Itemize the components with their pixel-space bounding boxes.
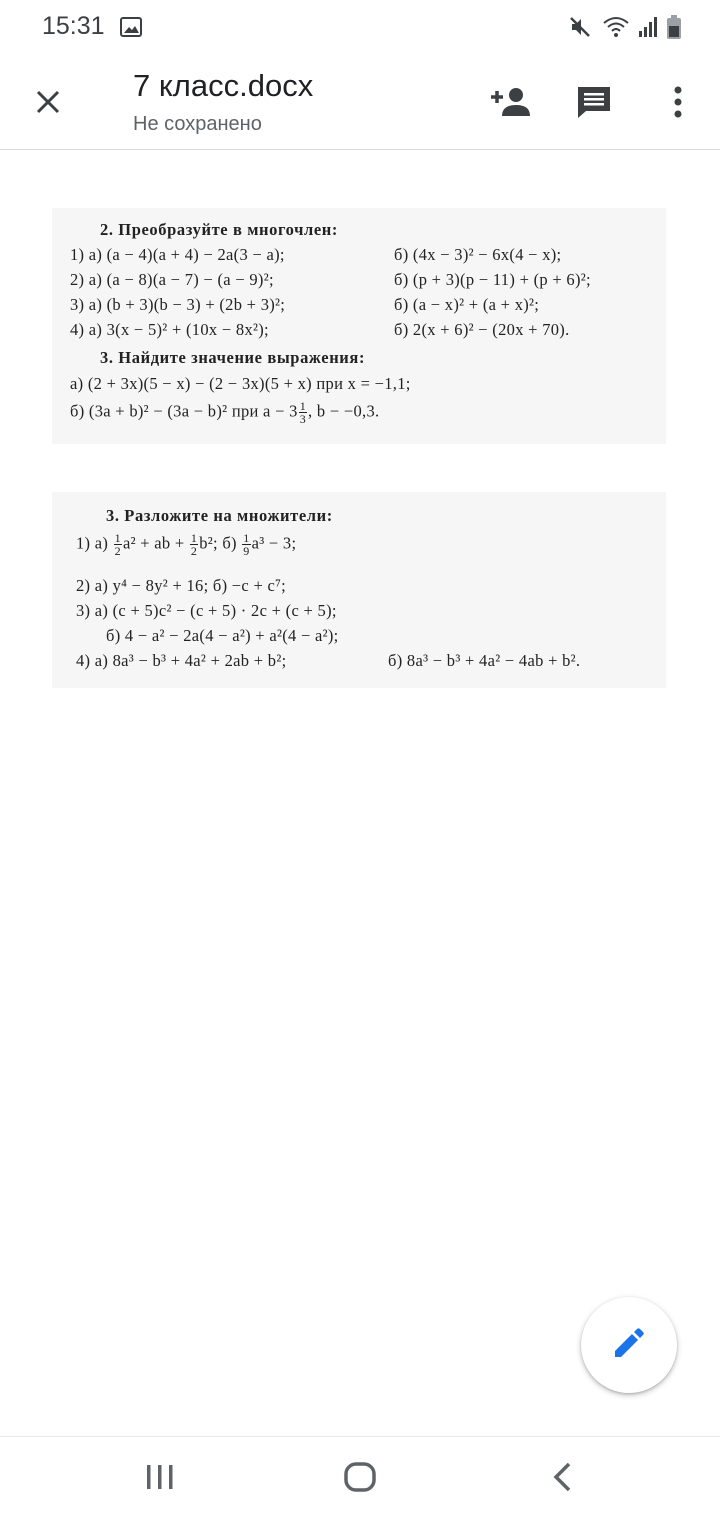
task2-row-2b: б) (p + 3)(p − 11) + (p + 6)²;: [394, 270, 591, 289]
task3-item-b: [70, 400, 379, 425]
signal-icon: [638, 15, 658, 44]
mute-icon: [568, 15, 594, 44]
factorize-row-4b: б) 8a³ − b³ + 4a² − 4ab + b².: [388, 651, 581, 670]
task3-item-b-prefix: б) (3a + b)² − (3a − b)² при a − 3: [70, 401, 298, 421]
fraction-numerator: 1: [190, 531, 198, 545]
status-time: 15:31: [42, 12, 105, 40]
factorize-heading: 3. Разложите на множители:: [106, 506, 333, 525]
fraction-denominator: 9: [243, 544, 250, 558]
task2-row-2a: 2) а) (a − 8)(a − 7) − (a − 9)²;: [70, 270, 274, 289]
task3-item-b-suffix: , b − −0,3.: [308, 401, 380, 421]
factorize-row-3b: б) 4 − a² − 2a(4 − a²) + a²(4 − a²);: [106, 626, 339, 645]
fraction-numerator: 1: [114, 531, 121, 545]
person-add-icon: [489, 87, 531, 122]
close-button[interactable]: [24, 80, 72, 128]
more-options-button[interactable]: [654, 80, 702, 128]
back-button[interactable]: [534, 1453, 590, 1505]
recent-apps-icon: [145, 1464, 175, 1495]
more-vert-icon: [673, 86, 683, 123]
comment-icon: [576, 85, 612, 124]
row1-tail: a³ − 3;: [251, 533, 297, 553]
task2-row-3a: 3) а) (b + 3)(b − 3) + (2b + 3)²;: [70, 295, 286, 314]
document-title: 7 класс.docx: [133, 68, 314, 103]
task3-item-a: а) (2 + 3x)(5 − x) − (2 − 3x)(5 + x) при x = −1,1;: [70, 374, 411, 393]
task2-row-1b: б) (4x − 3)² − 6x(4 − x);: [394, 245, 562, 264]
row1-prefix: 1) а): [76, 533, 109, 553]
task2-heading: 2. Преобразуйте в многочлен:: [100, 220, 338, 239]
scanned-image-task2-task3[interactable]: [52, 208, 666, 444]
home-button[interactable]: [332, 1453, 388, 1505]
factorize-row-1: [76, 532, 296, 557]
fraction-numerator: 1: [299, 399, 307, 413]
status-bar: [0, 0, 720, 56]
fraction: [242, 532, 250, 557]
factorize-row-2: 2) а) y⁴ − 8y² + 16; б) −c + c⁷;: [76, 576, 287, 595]
task3-heading: 3. Найдите значение выражения:: [100, 348, 366, 367]
recent-apps-button[interactable]: [132, 1453, 188, 1505]
document-canvas[interactable]: [0, 150, 720, 1436]
task2-row-4a: 4) а) 3(x − 5)² + (10x − 8x²);: [70, 320, 269, 339]
fraction-denominator: 3: [299, 412, 307, 426]
fraction: [190, 532, 198, 557]
factorize-row-3a: 3) а) (c + 5)c² − (c + 5) · 2c + (c + 5);: [76, 601, 337, 620]
fraction-denominator: 2: [190, 544, 198, 558]
pencil-icon: [612, 1326, 646, 1365]
status-icons: [568, 14, 682, 45]
save-status: Не сохранено: [133, 113, 262, 135]
back-chevron-icon: [551, 1462, 573, 1497]
system-navigation-bar: [0, 1436, 720, 1520]
share-button[interactable]: [486, 80, 534, 128]
edit-fab-button[interactable]: [581, 1297, 677, 1393]
fraction: [114, 532, 122, 557]
home-icon: [344, 1462, 376, 1497]
fraction-denominator: 2: [114, 544, 121, 558]
scanned-image-factorize[interactable]: [52, 492, 666, 688]
task2-row-3b: б) (a − x)² + (a + x)²;: [394, 295, 540, 314]
wifi-icon: [602, 15, 630, 44]
row1-end: b²; б): [199, 533, 237, 553]
battery-icon: [666, 14, 682, 45]
fraction-numerator: 1: [243, 531, 250, 545]
comment-button[interactable]: [570, 80, 618, 128]
app-bar: [0, 56, 720, 150]
task2-row-1a: 1) а) (a − 4)(a + 4) − 2a(3 − a);: [70, 245, 285, 264]
factorize-row-4a: 4) а) 8a³ − b³ + 4a² + 2ab + b²;: [76, 651, 287, 670]
task2-row-4b: б) 2(x + 6)² − (20x + 70).: [394, 320, 570, 339]
close-icon: [35, 89, 61, 120]
row1-mid: a² + ab +: [122, 533, 185, 553]
fraction: [299, 400, 307, 425]
gallery-notification-icon: [120, 17, 142, 37]
